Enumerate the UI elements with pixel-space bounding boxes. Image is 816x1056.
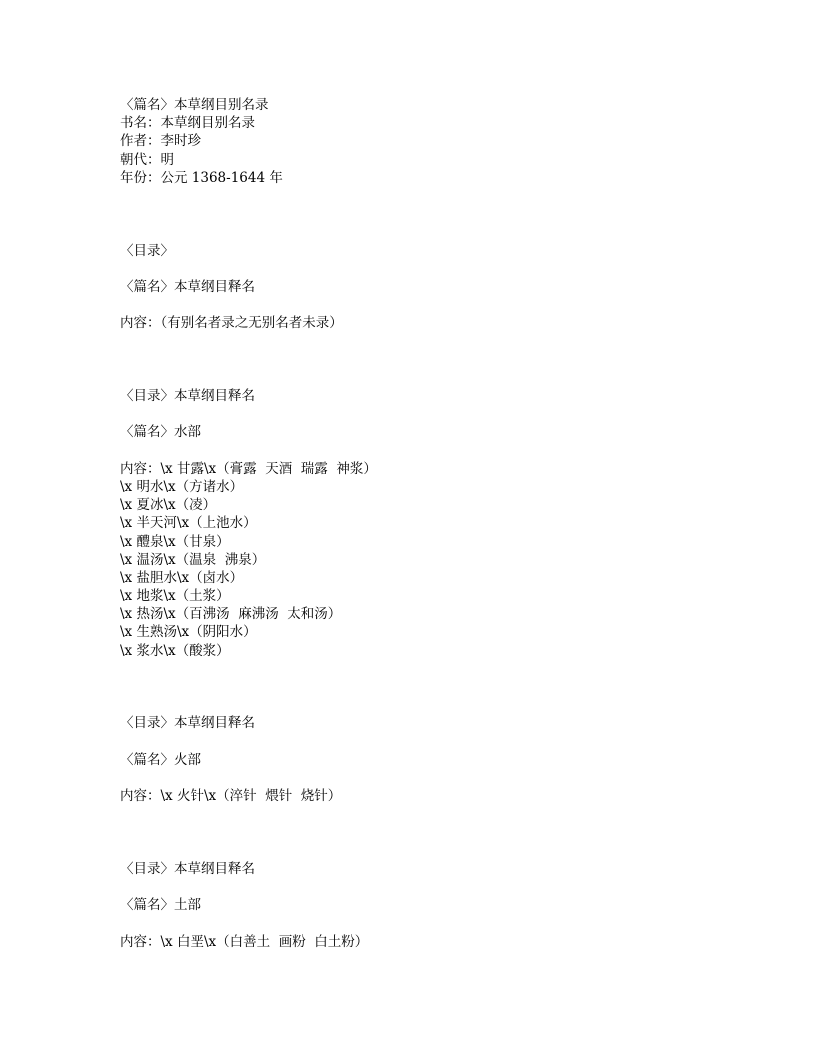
book-name: 书名：本草纲目别名录 (120, 115, 255, 132)
section-title: 〈篇名〉土部 (120, 897, 201, 914)
section-catalog: 〈目录〉本草纲目释名 (120, 388, 255, 404)
entry-line: 内容：\x 甘露\x（膏露 天酒 瑞露 神浆） (120, 460, 377, 477)
fire-section (120, 714, 760, 805)
section-title: 〈篇名〉水部 (120, 424, 201, 441)
entry-line: 内容：\x 火针\x（淬针 煨针 烧针） (120, 788, 342, 805)
author: 作者：李时珍 (120, 133, 201, 150)
dynasty: 朝代：明 (120, 151, 174, 168)
entry-line: \x 浆水\x（酸浆） (120, 642, 230, 659)
section-content: 内容：（有别名者录之无别名者未录） (120, 315, 343, 332)
entry-line: \x 半天河\x（上池水） (120, 515, 257, 532)
entry-line: \x 醴泉\x（甘泉） (120, 533, 230, 550)
entry-line: \x 盐胆水\x（卤水） (120, 569, 244, 586)
section-catalog: 〈目录〉本草纲目释名 (120, 715, 255, 732)
entry-line: \x 夏冰\x（凌） (120, 497, 217, 514)
entry-line: \x 热汤\x（百沸汤 麻沸汤 太和汤） (120, 606, 342, 623)
entry-line: 内容：\x 白垩\x（白善土 画粉 白土粉） (120, 933, 369, 950)
earth-section (120, 860, 760, 951)
entry-line: \x 温汤\x（温泉 沸泉） (120, 551, 266, 568)
entry-line: \x 明水\x（方诸水） (120, 478, 244, 495)
entry-line: \x 地浆\x（土浆） (120, 588, 230, 605)
section-catalog: 〈目录〉本草纲目释名 (120, 860, 255, 877)
water-section (120, 387, 760, 660)
document-header (120, 96, 760, 187)
section-title: 〈篇名〉火部 (120, 751, 201, 768)
year-range: 年份：公元 1368-1644 年 (120, 169, 283, 186)
section-title: 〈篇名〉本草纲目释名 (120, 278, 255, 295)
entry-line: \x 生熟汤\x（阴阳水） (120, 624, 257, 641)
toc-heading: 〈目录〉 (120, 242, 174, 259)
chapter-title: 〈篇名〉本草纲目别名录 (120, 97, 269, 113)
toc-section (120, 242, 760, 333)
document-page (120, 96, 760, 951)
